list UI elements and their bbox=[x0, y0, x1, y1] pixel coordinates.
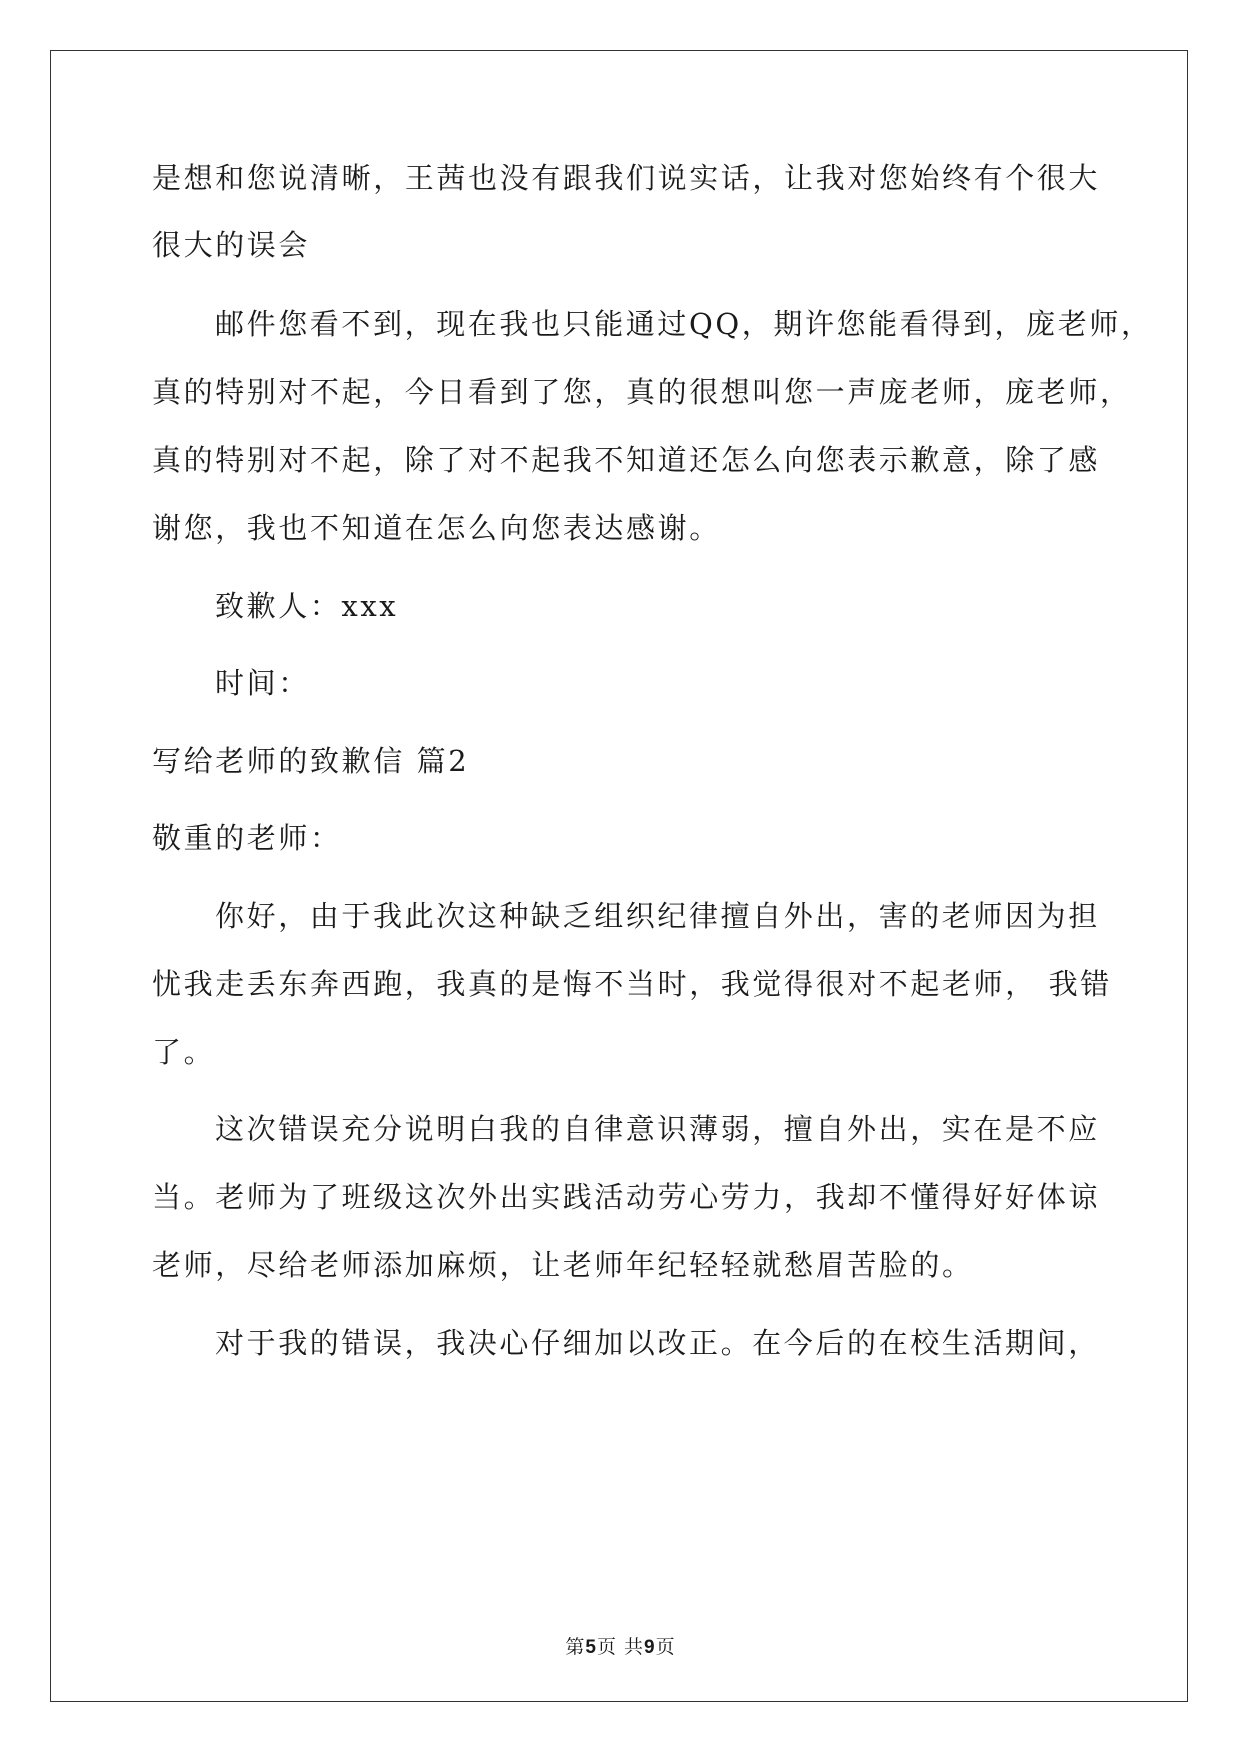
text-line: 老师，尽给老师添加麻烦，让老师年纪轻轻就愁眉苦脸的。 bbox=[152, 1248, 974, 1282]
total-page-number: 9 bbox=[644, 1637, 656, 1658]
date-line: 时间： bbox=[215, 666, 310, 700]
text-line: 当。老师为了班级这次外出实践活动劳心劳力，我却不懂得好好体谅 bbox=[152, 1180, 1101, 1214]
text-line: 这次错误充分说明白我的自律意识薄弱，擅自外出，实在是不应 bbox=[215, 1112, 1100, 1146]
page-footer bbox=[0, 1632, 1241, 1659]
text-line: 真的特别对不起，今日看到了您，真的很想叫您一声庞老师，庞老师， bbox=[152, 375, 1132, 409]
footer-suffix: 页 bbox=[655, 1636, 676, 1658]
signature-line: 致歉人：xxx bbox=[215, 589, 399, 623]
text-line: 对于我的错误，我决心仔细加以改正。在今后的在校生活期间， bbox=[215, 1326, 1100, 1360]
text-line: 真的特别对不起，除了对不起我不知道还怎么向您表示歉意，除了感 bbox=[152, 443, 1101, 477]
text-line: 了。 bbox=[152, 1035, 216, 1069]
section-heading: 写给老师的致歉信 篇2 bbox=[152, 744, 470, 778]
text-line: 你好，由于我此次这种缺乏组织纪律擅自外出，害的老师因为担 bbox=[215, 899, 1100, 933]
footer-mid: 页 共 bbox=[596, 1636, 645, 1658]
page-border bbox=[50, 50, 1188, 1702]
text-line: 忧我走丢东奔西跑，我真的是悔不当时，我觉得很对不起老师， 我错 bbox=[152, 967, 1112, 1001]
salutation: 敬重的老师： bbox=[152, 821, 342, 855]
footer-prefix: 第 bbox=[565, 1636, 586, 1658]
text-line: 邮件您看不到，现在我也只能通过QQ，期许您能看得到，庞老师， bbox=[215, 307, 1153, 341]
text-line: 是想和您说清晰，王茜也没有跟我们说实话，让我对您始终有个很大 bbox=[152, 161, 1101, 195]
text-line: 很大的误会 bbox=[152, 228, 311, 262]
text-line: 谢您，我也不知道在怎么向您表达感谢。 bbox=[152, 511, 721, 545]
current-page-number: 5 bbox=[585, 1637, 597, 1658]
